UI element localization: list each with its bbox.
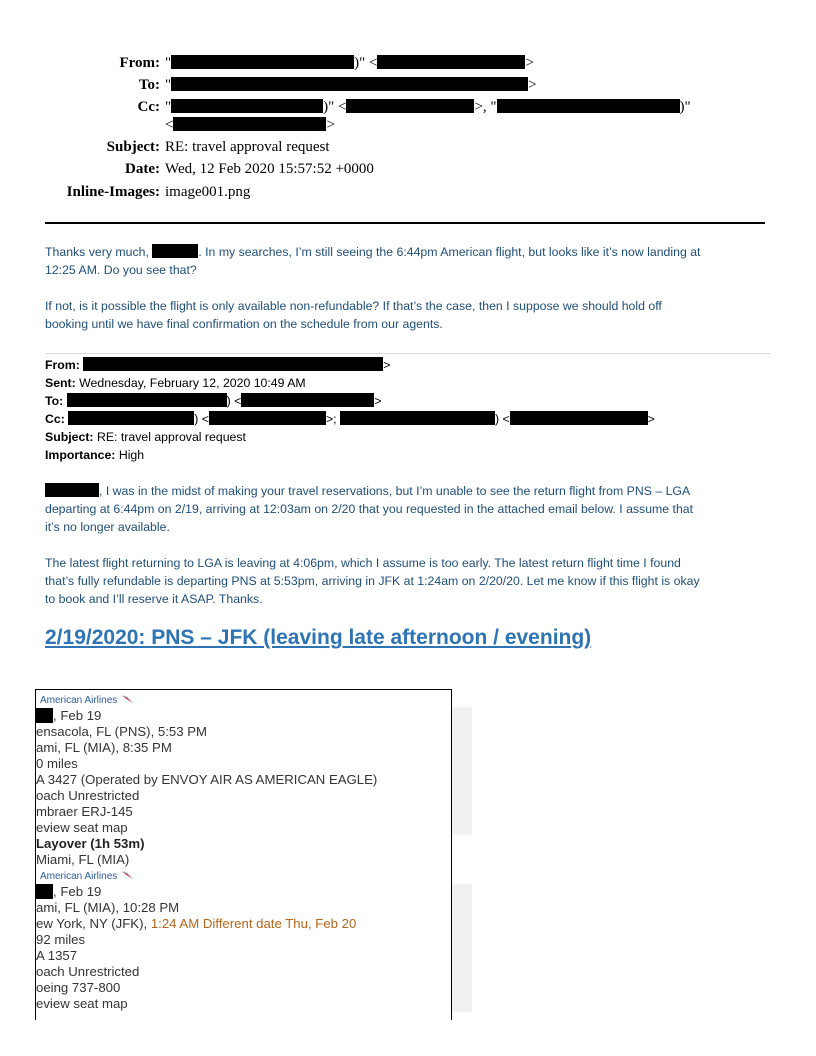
date-value: Wed, 12 Feb 2020 15:57:52 +0000 <box>165 161 374 177</box>
reply-paragraph-1 <box>45 243 770 279</box>
from-label: From: <box>119 55 160 71</box>
body-paragraph-1 <box>45 482 770 536</box>
screenshot-gray-panel <box>450 707 472 835</box>
seg2-aircraft: oeing 737-800 <box>36 980 121 995</box>
body-line: departing at 6:44pm on 2/19, arriving at 12:03am on 2/20 that you requested in the attached email below. I assume that <box>45 502 694 516</box>
seg2-date <box>36 884 101 900</box>
reply-line: booking until we have final confirmation on the schedule from our agents. <box>45 317 443 331</box>
inline-images-label: Inline-Images: <box>66 184 160 200</box>
cc-value-cont: < > <box>165 117 335 133</box>
cc-value: " )" < >, " )" <box>165 99 691 115</box>
redaction <box>171 99 323 113</box>
header-subject-row <box>0 138 816 156</box>
reply-line <box>45 243 770 261</box>
fw-importance-value: High <box>118 448 145 462</box>
seg2-arrive <box>36 916 356 932</box>
fw-to-row: To: ) < > <box>45 394 382 408</box>
seg1-date-text: , Feb 19 <box>53 708 102 723</box>
itinerary-heading: 2/19/2020: PNS – JFK (leaving late afternoon / evening) <box>45 626 592 649</box>
to-label: To: <box>138 77 160 93</box>
subject-label: Subject: <box>106 139 160 155</box>
redaction <box>497 99 680 113</box>
redaction <box>377 55 525 69</box>
redaction <box>68 411 194 425</box>
fw-importance-label: Importance: <box>45 448 116 462</box>
body-text: , I was in the midst of making your travel reservations, but I’m unable to see the return flight from PNS – LGA <box>99 484 691 498</box>
fw-from-row: From: > <box>45 358 391 372</box>
fw-subject-value: RE: travel approval request <box>96 430 246 444</box>
header-from-row <box>0 54 816 72</box>
reply-line: If not, is it possible the flight is only available non-refundable? If that’s the case, then I suppose we should hold off <box>45 299 662 313</box>
seg1-aircraft: mbraer ERJ-145 <box>36 804 133 819</box>
redaction <box>173 117 326 131</box>
seg1-flight: A 3427 (Operated by ENVOY AIR AS AMERICAN EAGLE) <box>36 772 378 787</box>
airline-eagle-icon <box>120 870 134 880</box>
redaction <box>346 99 474 113</box>
inline-images-value: image001.png <box>165 184 251 200</box>
seg2-miles: 92 miles <box>36 932 86 947</box>
header-cc-row <box>0 98 816 116</box>
redaction <box>36 708 53 723</box>
body-paragraph-2 <box>45 554 770 608</box>
screenshot-gray-panel <box>450 884 472 1012</box>
airline-eagle-icon <box>120 694 134 704</box>
date-label: Date: <box>125 161 160 177</box>
subject-value: RE: travel approval request <box>165 139 330 155</box>
redaction <box>152 244 198 258</box>
fw-subject-label: Subject: <box>45 430 94 444</box>
redaction <box>67 393 227 407</box>
seg1-miles: 0 miles <box>36 756 78 771</box>
redaction <box>45 483 99 497</box>
seg1-arrive: ami, FL (MIA), 8:35 PM <box>36 740 172 755</box>
fw-subject-row <box>45 428 246 446</box>
seg2-depart: ami, FL (MIA), 10:28 PM <box>36 900 180 915</box>
seg1-seatmap-link[interactable]: eview seat map <box>36 820 128 835</box>
airline-logo <box>40 694 134 706</box>
fw-importance-row <box>45 446 144 464</box>
redaction <box>241 393 374 407</box>
redaction <box>83 357 383 371</box>
itinerary-screenshot <box>35 689 452 1020</box>
header-divider <box>45 222 765 224</box>
header-to-row <box>0 76 816 94</box>
reply-paragraph-2 <box>45 297 770 333</box>
airline-logo-text: American Airlines <box>40 695 118 706</box>
seg1-date <box>36 708 101 724</box>
fw-to-label: To: <box>45 394 64 408</box>
seg2-flight: A 1357 <box>36 948 78 963</box>
fw-sent-label: Sent: <box>45 376 76 390</box>
seg2-seatmap-link[interactable]: eview seat map <box>36 996 128 1011</box>
header-cc-row-cont <box>0 116 816 134</box>
to-value: " > <box>165 77 537 93</box>
seg1-cabin: oach Unrestricted <box>36 788 140 803</box>
fw-cc-row: Cc: ) < >; ) < > <box>45 412 655 426</box>
airline-logo-text: American Airlines <box>40 871 118 882</box>
redaction <box>209 411 326 425</box>
redaction <box>340 411 495 425</box>
reply-line: 12:25 AM. Do you see that? <box>45 263 197 277</box>
cc-label: Cc: <box>137 99 160 115</box>
layover-label: Layover (1h 53m) <box>36 836 145 851</box>
reply-text: . In my searches, I’m still seeing the 6:44pm American flight, but looks like it’s now landing at <box>198 245 701 259</box>
redaction <box>510 411 648 425</box>
redaction <box>171 77 528 91</box>
redaction <box>36 884 53 899</box>
body-line: that’s fully refundable is departing PNS at 5:53pm, arriving in JFK at 1:24am on 2/20/20. Let me know if this flight is okay <box>45 574 700 588</box>
fw-sent-row <box>45 374 306 392</box>
airline-logo <box>40 870 134 882</box>
body-line <box>45 482 770 500</box>
redaction <box>171 55 354 69</box>
fw-cc-label: Cc: <box>45 412 65 426</box>
fw-sent-value: Wednesday, February 12, 2020 10:49 AM <box>79 376 306 390</box>
body-line: The latest flight returning to LGA is leaving at 4:06pm, which I assume is too early. The latest return flight time I found <box>45 556 681 570</box>
header-date-row <box>0 160 816 178</box>
quote-divider <box>45 353 771 354</box>
seg2-arrive-time: 1:24 AM Different date Thu, Feb 20 <box>150 916 357 931</box>
from-value: " )" < > <box>165 55 534 71</box>
body-line: to book and I’ll reserve it ASAP. Thanks. <box>45 592 263 606</box>
body-line: it’s no longer available. <box>45 520 170 534</box>
header-inline-images-row <box>0 183 816 201</box>
reply-text: Thanks very much, <box>45 245 149 259</box>
layover-city: Miami, FL (MIA) <box>36 852 130 867</box>
seg2-arrive-city: ew York, NY (JFK), <box>36 916 148 931</box>
fw-from-label: From: <box>45 358 80 372</box>
seg2-date-text: , Feb 19 <box>53 884 102 899</box>
seg1-depart: ensacola, FL (PNS), 5:53 PM <box>36 724 208 739</box>
seg2-cabin: oach Unrestricted <box>36 964 140 979</box>
